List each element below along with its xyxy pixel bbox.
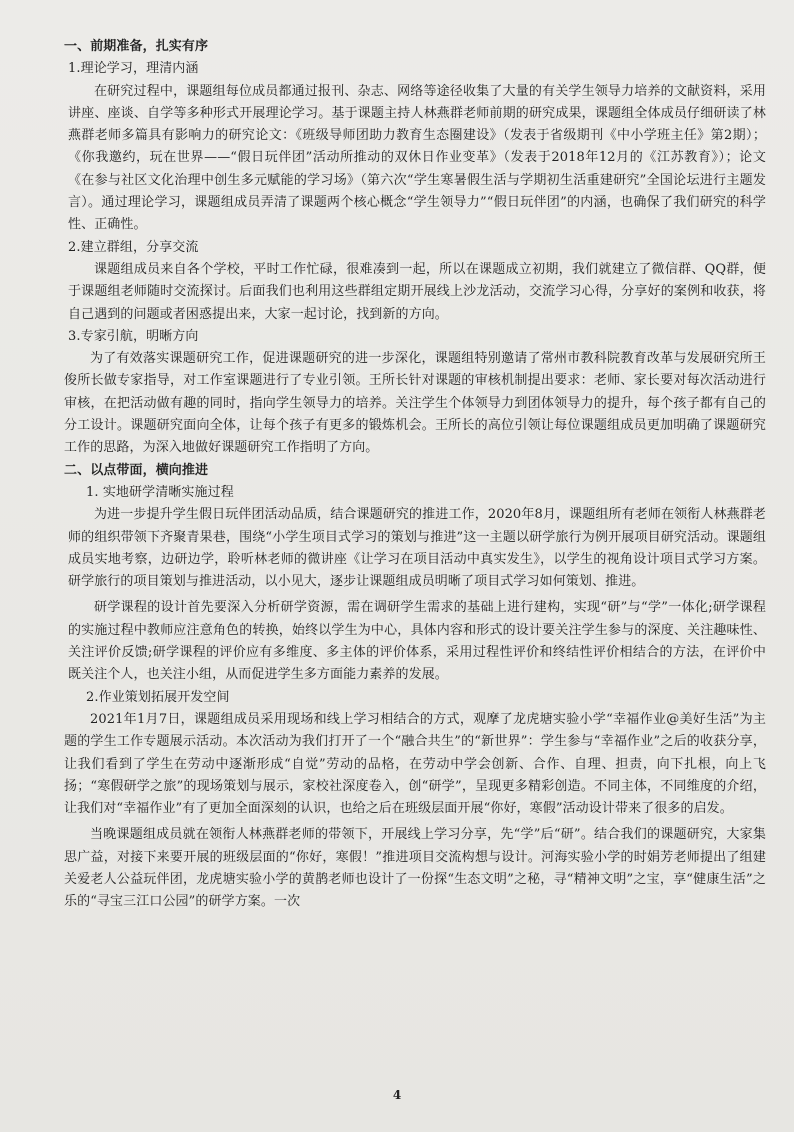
- paragraph: 当晚课题组成员就在领衔人林燕群老师的带领下，开展线上学习分享，先“学”后“研”。结合我们的课题研究，大家集思广益，对接下来要开展的班级层面的“你好，寒假！”推进项目交流构想与设计。河海实验小学的时娟芳老师提出了组建关爱老人公益玩伴团，龙虎塘实验小学的黄鹊老师也设计了一份探“生态文明”之秘，寻“精神文明”之宝，享“健康生活”之乐的“寻宝三江口公园”的研学方案。一次: [64, 827, 766, 910]
- paragraph: 在研究过程中，课题组每位成员都通过报刊、杂志、网络等途径收集了大量的有关学生领导力培养的文献资料，采用讲座、座谈、自学等多种形式开展理论学习。基于课题主持人林燕群老师前期的研究成果，课题组全体成员仔细研读了林燕群老师多篇具有影响力的研究论文：《班级导师团助力教育生态圈建设》（发表于省级期刊《中小学班主任》第2期）；《你我邀约，玩在世界——“假日玩伴团”活动所推动的双休日作业变革》（发表于2018年12月的《江苏教育》）；论文《在参与社区文化治理中创生多元赋能的学习场》（第六次“学生寒暑假生活与学期初生活重建研究”全国论坛进行主题发言）。通过理论学习，课题组成员弄清了课题两个核心概念“学生领导力”“假日玩伴团”的内涵，也确保了我们研究的科学性、正确性。: [68, 83, 766, 233]
- subsection-title-1-1: 1.理论学习，理清内涵: [68, 61, 199, 77]
- page-number: 4: [392, 1088, 402, 1102]
- section-heading-1: 一、前期准备，扎实有序: [64, 39, 209, 54]
- subsection-title-1-2: 2.建立群组，分享交流: [68, 239, 199, 255]
- section-heading-2: 二、以点带面，横向推进: [64, 462, 209, 478]
- paragraph: 研学课程的设计首先要深入分析研学资源，需在调研学生需求的基础上进行建构，实现“研”与“学”一体化;研学课程的实施过程中教师应注意角色的转换，始终以学生为中心，具体内容和形式的设计要关注学生参与的深度、关注趣味性、关注评价反馈;研学课程的评价应有多维度、多主体的评价体系，采用过程性评价和终结性评价相结合的方法，在评价中既关注个人，也关注小组，从而促进学生多方面能力素养的发展。: [68, 600, 766, 683]
- subsection-title-2-1: 1. 实地研学清晰实施过程: [86, 484, 234, 500]
- paragraph: 课题组成员来自各个学校，平时工作忙碌，很难凑到一起，所以在课题成立初期，我们就建立了微信群、QQ群，便于课题组老师随时交流探讨。后面我们也利用这些群组定期开展线上沙龙活动，交流学习心得，分享好的案例和收获，将自己遇到的问题或者困惑提出来，大家一起讨论，找到新的方向。: [68, 261, 766, 322]
- page-content: [60, 36, 766, 914]
- paragraph: 为了有效落实课题研究工作，促进课题研究的进一步深化，课题组特别邀请了常州市教科院教育改革与发展研究所王俊所长做专家指导，对工作室课题进行了专业引领。王所长针对课题的审核机制提出要求：老师、家长要对每次活动进行审核，在把活动做有趣的同时，指向学生领导力的培养。关注学生个体领导力到团体领导力的提升，每个孩子都有自己的分工设计。课题研究面向全体，让每个孩子有更多的锻炼机会。王所长的高位引领让每位课题组成员更加明确了课题研究工作的思路，为深入地做好课题研究工作指明了方向。: [64, 351, 766, 456]
- subsection-title-2-2: 2.作业策划拓展开发空间: [86, 689, 230, 705]
- paragraph: 2021年1月7日，课题组成员采用现场和线上学习相结合的方式，观摩了龙虎塘实验小学“幸福作业@美好生活”为主题的学生工作专题展示活动。本次活动为我们打开了一个“融合共生”的“新世界”：学生参与“幸福作业”之后的收获分享，让我们看到了学生在劳动中逐渐形成“自觉”劳动的品格，在劳动中学会创新、合作、自理、担责，向下扎根，向上飞扬；“寒假研学之旅”的现场策划与展示，家校社深度卷入，创“研学”，呈现更多精彩创造。不同主体，不同维度的介绍，让我们对“幸福作业”有了更加全面深刻的认识，也给之后在班级层面开展“你好，寒假”活动设计带来了很多的启发。: [64, 711, 766, 817]
- subsection-title-1-3: 3.专家引航，明晰方向: [68, 328, 199, 344]
- paragraph: 为进一步提升学生假日玩伴团活动品质，结合课题研究的推进工作，2020年8月，课题组所有老师在领衔人林燕群老师的组织带领下齐聚青果巷，围绕“小学生项目式学习的策划与推进”这一主题以研学旅行为例开展项目研究活动。课题组成员实地考察，边研边学，聆听林老师的微讲座《让学习在项目活动中真实发生》，以学生的视角设计项目式学习方案。研学旅行的项目策划与推进活动，以小见大，逐步让课题组成员明晰了项目式学习如何策划、推进。: [68, 507, 766, 590]
